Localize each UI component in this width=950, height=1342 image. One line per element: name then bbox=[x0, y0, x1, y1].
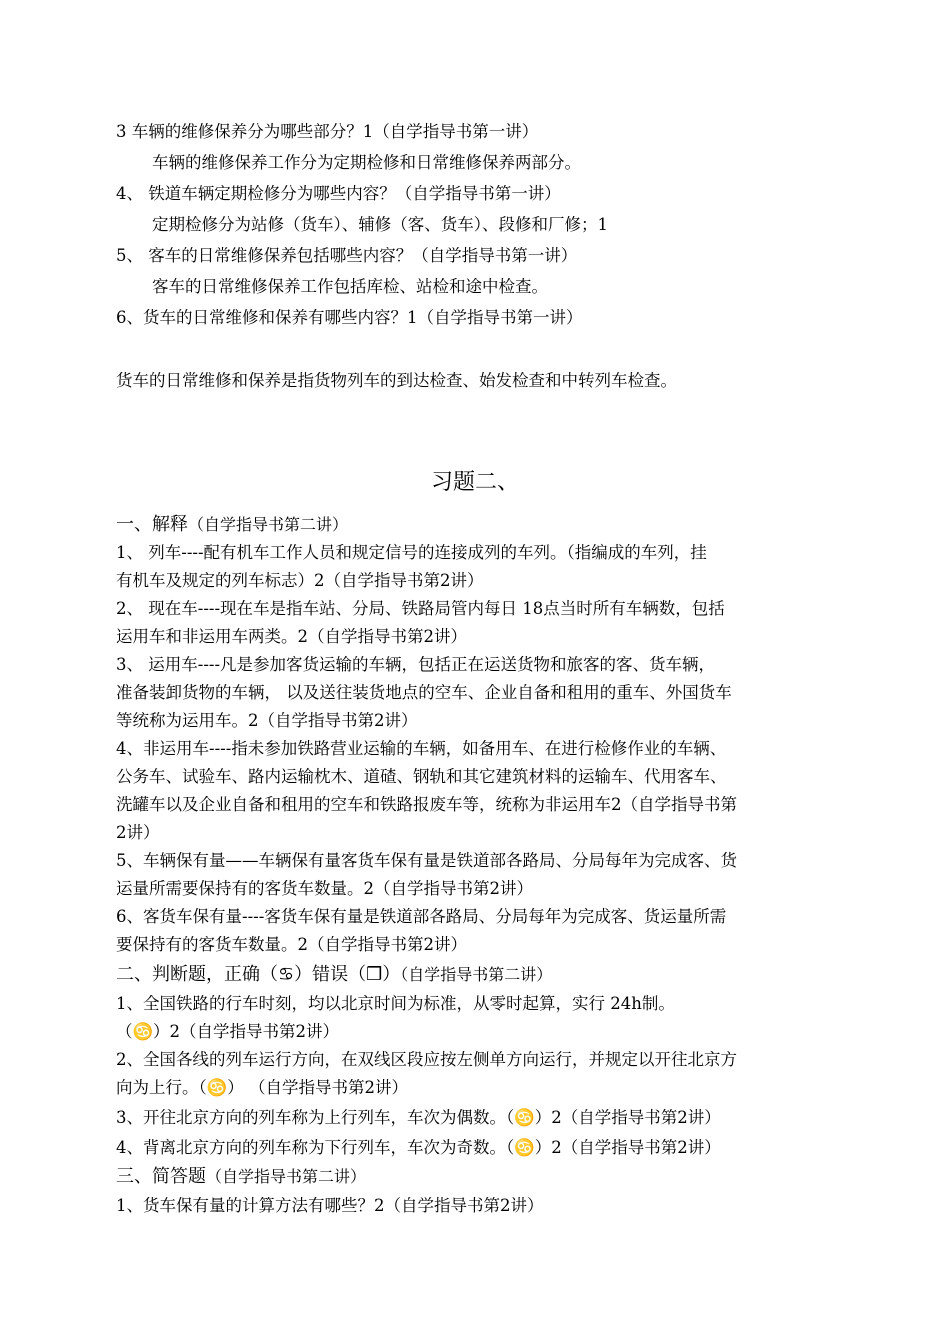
text-line: 5、车辆保有量——车辆保有量客货车保有量是铁道部各路局、分局每年为完成客、货 bbox=[116, 851, 737, 870]
page-title: 习题二、 bbox=[430, 470, 519, 495]
text-line: 准备装卸货物的车辆， 以及送往装货地点的空车、企业自备和租用的重车、外国货车 bbox=[116, 683, 732, 702]
answer-4: 定期检修分为站修（货车）、辅修（客、货车）、段修和厂修；1 bbox=[152, 215, 608, 234]
text-line: 1、全国铁路的行车时刻，均以北京时间为标准，从零时起算，实行 24h制。 bbox=[116, 994, 675, 1013]
text-line: 4、背离北京方向的列车称为下行列车，车次为奇数。（♋）2（自学指导书第2讲） bbox=[116, 1138, 721, 1157]
text-line: 2讲） bbox=[116, 823, 160, 842]
section-heading-explain bbox=[116, 513, 840, 537]
text-line: 1、 列车----配有机车工作人员和规定信号的连接成列的车列。（指编成的车列，挂 bbox=[116, 543, 707, 562]
text-line: 6、客货车保有量----客货车保有量是铁道部各路局、分局每年为完成客、货运量所需 bbox=[116, 907, 727, 926]
text-line: 运用车和非运用车两类。2（自学指导书第2讲） bbox=[116, 627, 467, 646]
text-line: 有机车及规定的列车标志）2（自学指导书第2讲） bbox=[116, 571, 484, 590]
question-6: 6、货车的日常维修和保养有哪些内容？1（自学指导书第一讲） bbox=[116, 308, 583, 327]
section-2-heading: 二、判断题，正确（♋）错误（❒） bbox=[116, 964, 401, 985]
text-line: 1、货车保有量的计算方法有哪些？2（自学指导书第2讲） bbox=[116, 1196, 544, 1215]
answer-5: 客车的日常维修保养工作包括库检、站检和途中检查。 bbox=[152, 277, 548, 296]
section-3-ref: （自学指导书第二讲） bbox=[206, 1167, 367, 1186]
text-line: 运量所需要保持有的客货车数量。2（自学指导书第2讲） bbox=[116, 879, 533, 898]
text-line: 要保持有的客货车数量。2（自学指导书第2讲） bbox=[116, 935, 467, 954]
question-5: 5、 客车的日常维修保养包括哪些内容？（自学指导书第一讲） bbox=[116, 246, 578, 265]
question-3: 3 车辆的维修保养分为哪些部分？1（自学指导书第一讲） bbox=[116, 122, 539, 141]
question-4: 4、 铁道车辆定期检修分为哪些内容？（自学指导书第一讲） bbox=[116, 184, 561, 203]
text-line: 3、 运用车----凡是参加客货运输的车辆，包括正在运送货物和旅客的客、货车辆， bbox=[116, 655, 716, 674]
text-line: 洗罐车以及企业自备和租用的空车和铁路报废车等，统称为非运用车2（自学指导书第 bbox=[116, 795, 737, 814]
text-line: 2、 现在车----现在车是指车站、分局、铁路局管内每日 18点当时所有车辆数，包括 bbox=[116, 599, 725, 618]
section-2-ref: （自学指导书第二讲） bbox=[400, 965, 553, 984]
answer-6: 货车的日常维修和保养是指货物列车的到达检查、始发检查和中转列车检查。 bbox=[116, 371, 677, 390]
section-heading-short-answer bbox=[116, 1165, 840, 1189]
section-heading-judge bbox=[116, 963, 840, 987]
section-1-ref: （自学指导书第二讲） bbox=[188, 515, 349, 534]
text-line: 4、非运用车----指未参加铁路营业运输的车辆，如备用车、在进行检修作业的车辆、 bbox=[116, 739, 727, 758]
text-line: （♋）2（自学指导书第2讲） bbox=[116, 1022, 340, 1041]
text-line: 等统称为运用车。2（自学指导书第2讲） bbox=[116, 711, 418, 730]
answer-3: 车辆的维修保养工作分为定期检修和日常维修保养两部分。 bbox=[152, 153, 581, 172]
text-line: 公务车、试验车、路内运输枕木、道碴、钢轨和其它建筑材料的运输车、代用客车、 bbox=[116, 767, 727, 786]
text-line: 向为上行。（♋） （自学指导书第2讲） bbox=[116, 1078, 409, 1097]
text-line: 2、全国各线的列车运行方向，在双线区段应按左侧单方向运行，并规定以开往北京方 bbox=[116, 1050, 737, 1069]
section-3-heading: 三、简答题 bbox=[116, 1166, 206, 1187]
text-line: 3、开往北京方向的列车称为上行列车，车次为偶数。（♋）2（自学指导书第2讲） bbox=[116, 1108, 721, 1127]
section-1-heading: 一、解释 bbox=[116, 514, 188, 535]
